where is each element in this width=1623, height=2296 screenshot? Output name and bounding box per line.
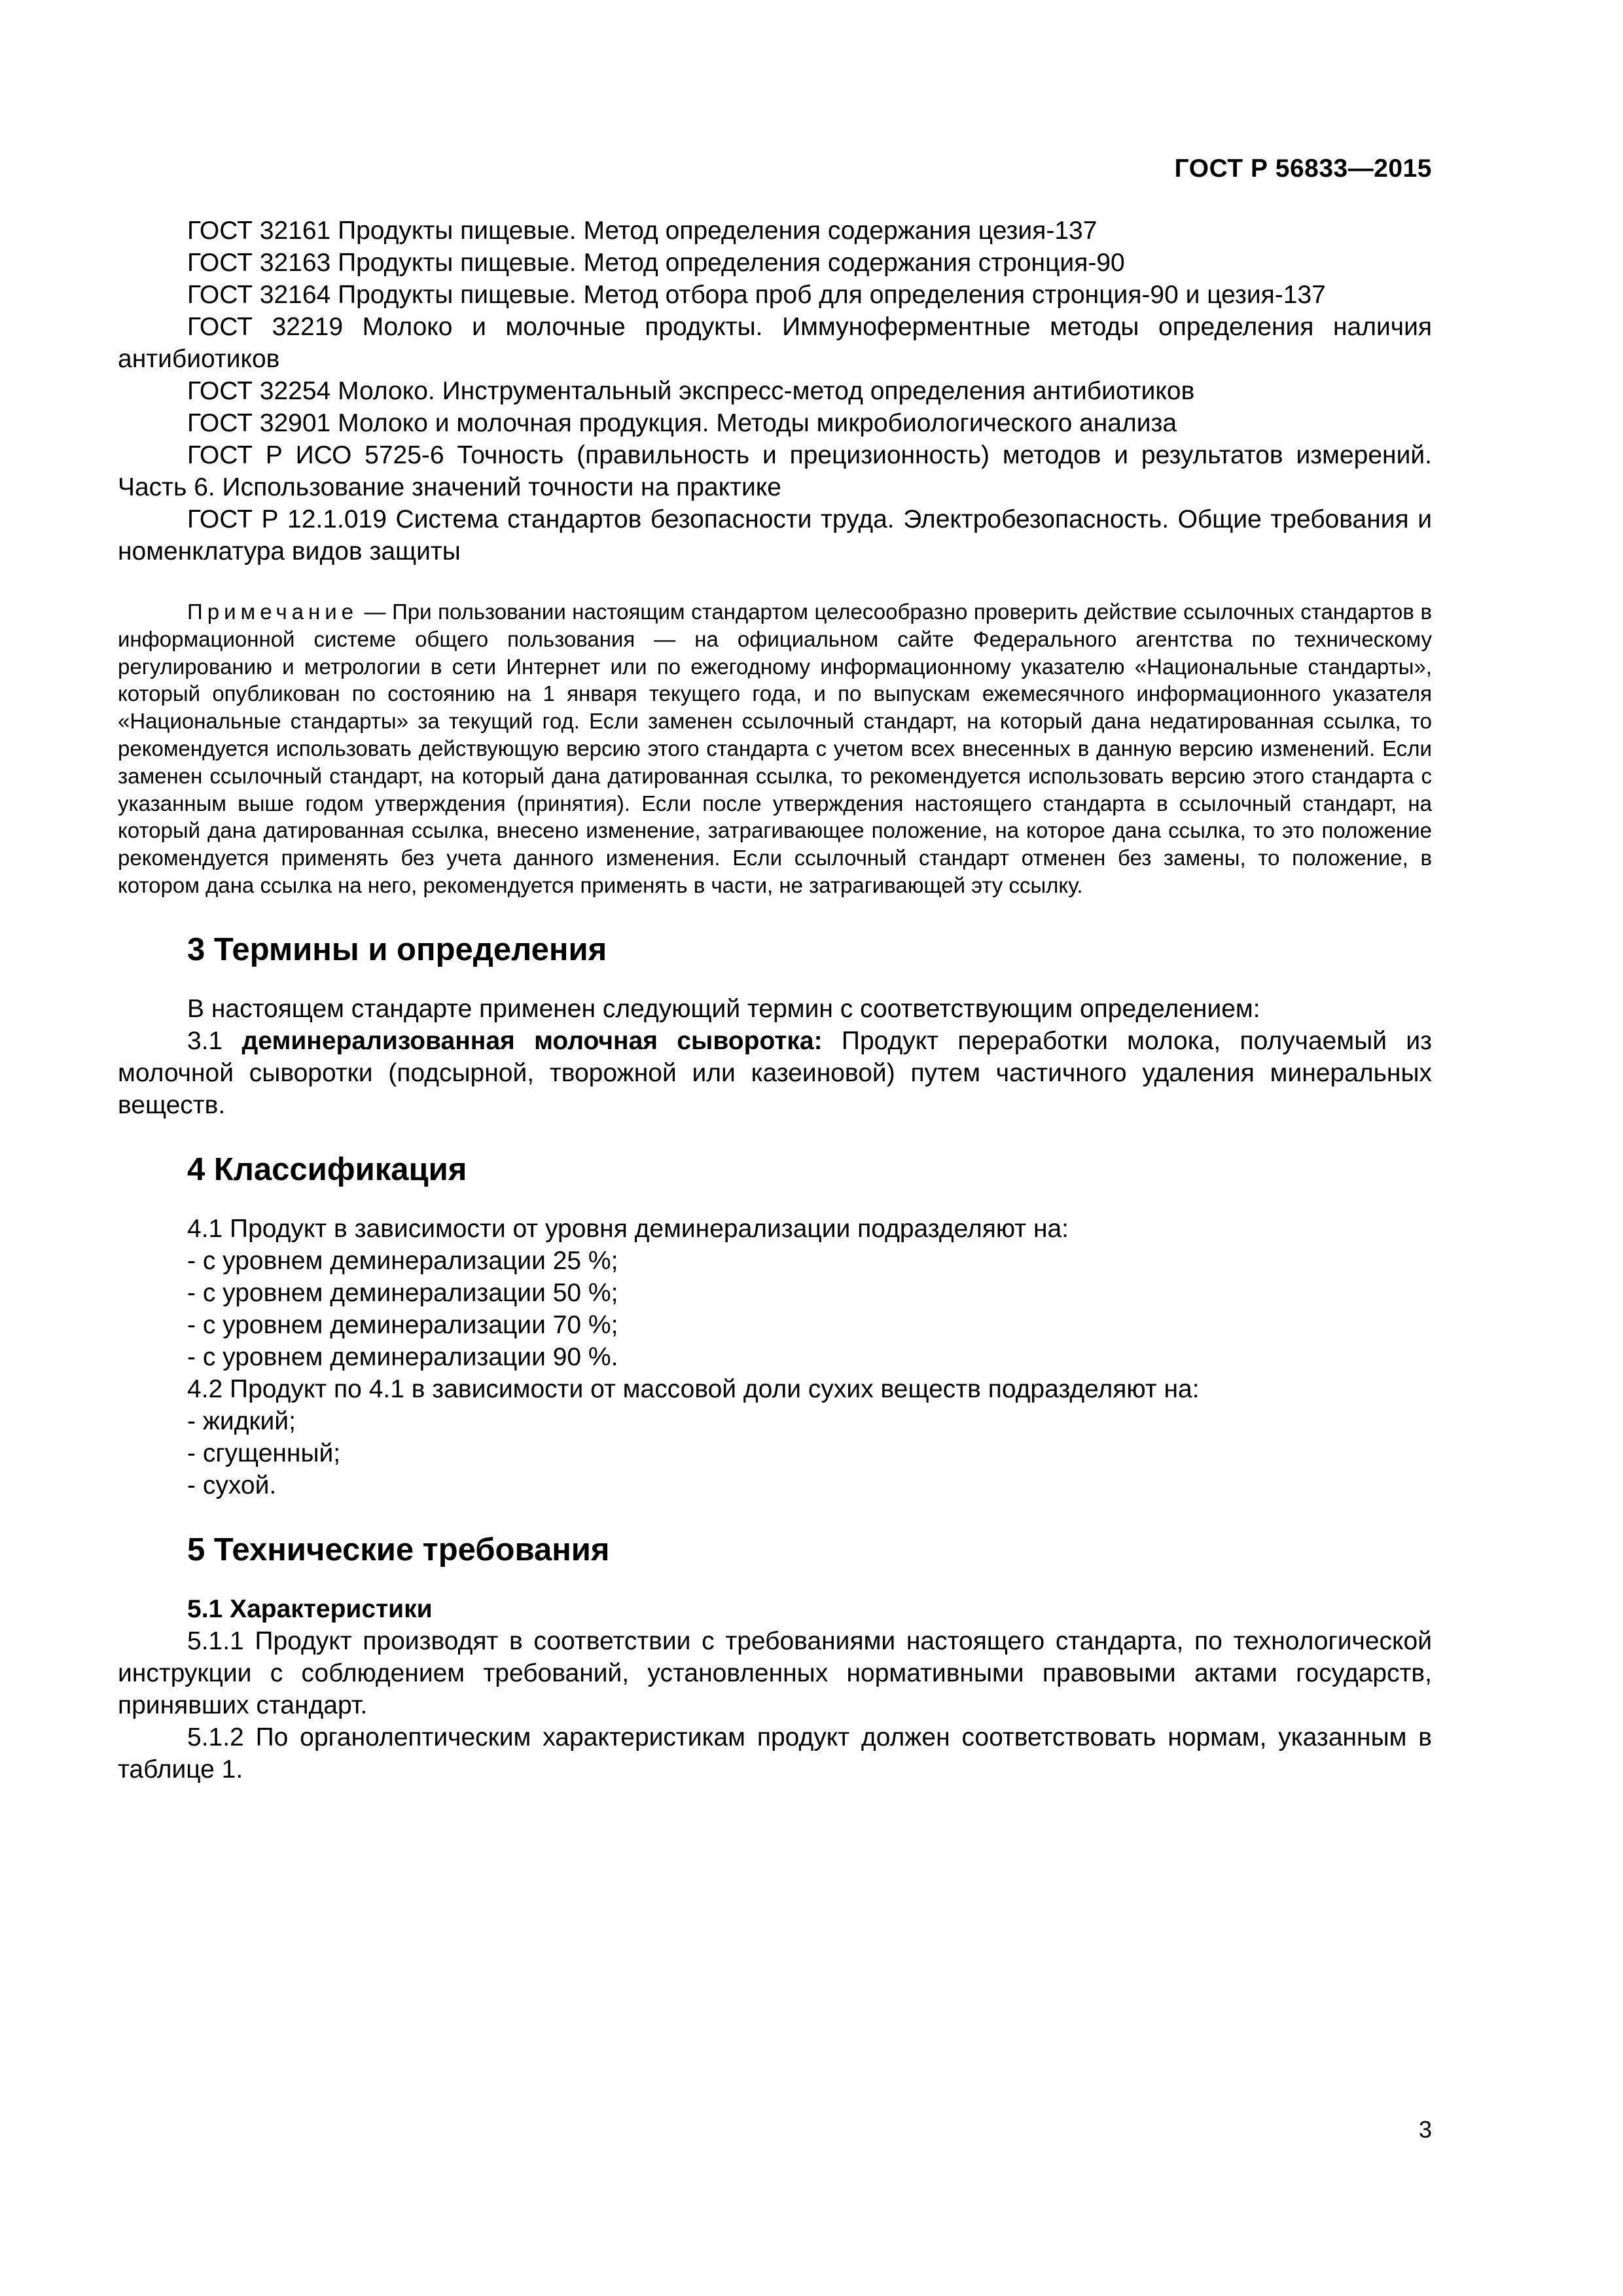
section-4-body [118, 1213, 1432, 1501]
normative-references-list [118, 215, 1432, 567]
term-name: деминерализованная молочная сыворотка: [241, 1026, 823, 1055]
term-number: 3.1 [187, 1026, 242, 1055]
section-4-heading: 4 Классификация [187, 1151, 467, 1187]
list-item: - с уровнем деминерализации 25 %; [187, 1246, 618, 1275]
note-text: — При пользовании настоящим стандартом целесообразно проверить действие ссылочных стандартов в информационной системе общего пользования — на официальном сайте Федерального агентства по техническому регулированию и метрологии в сети Интернет или по ежегодному информационному указателю «Национальные стандарты», который опубликован по состоянию на 1 января текущего года, и по выпускам ежемесячного информационного указателя «Национальные стандарты» за текущий год. Если заменен ссылочный стандарт, на который дана недатированная ссылка, то рекомендуется использовать действующую версию этого стандарта с учетом всех внесенных в данную версию изменений. Если заменен ссылочный стандарт, на который дана датированная ссылка, то рекомендуется использовать версию этого стандарта с указанным выше годом утверждения (принятия). Если после утверждения настоящего стандарта в ссылочный стандарт, на который дана датированная ссылка, внесено изменение, затрагивающее положение, на которое дана ссылка, то это положение рекомендуется применять без учета данного изменения. Если ссылочный стандарт отменен без замены, то положение, в котором дана ссылка на него, рекомендуется применять в части, не затрагивающей эту ссылку. [118, 600, 1432, 897]
clause-5-1-1: 5.1.1 Продукт производят в соответствии с требованиями настоящего стандарта, по технологической инструкции с соблюдением требований, установленных нормативными правовыми актами государств, принявших стандарт. [118, 1626, 1432, 1719]
list-item: - с уровнем деминерализации 90 %. [187, 1342, 618, 1371]
section-3-heading: 3 Термины и определения [187, 931, 607, 967]
term-definition [118, 1025, 1432, 1121]
reference-item: ГОСТ 32901 Молоко и молочная продукция. Методы микробиологического анализа [187, 409, 1177, 437]
reference-item: ГОСТ 32164 Продукты пищевые. Метод отбора проб для определения стронция-90 и цезия-137 [187, 281, 1326, 309]
term-definition-text: Продукт переработки молока, получаемый из молочной сыворотки (подсырной, творожной или казеиновой) путем частичного удаления минеральных веществ. [118, 1026, 1432, 1119]
section-5-heading: 5 Технические требования [187, 1532, 610, 1568]
list-item: - сгущенный; [187, 1439, 341, 1467]
reference-item: ГОСТ Р 12.1.019 Система стандартов безопасности труда. Электробезопасность. Общие требования и номенклатура видов защиты [118, 505, 1432, 565]
list-item: - сухой. [187, 1471, 277, 1499]
reference-item: ГОСТ Р ИСО 5725-6 Точность (правильность и прецизионность) методов и результатов измерений. Часть 6. Использование значений точности на практике [118, 441, 1432, 501]
clause-5-1-2: 5.1.2 По органолептическим характеристикам продукт должен соответствовать нормам, указанным в таблице 1. [118, 1723, 1432, 1784]
section-3-body [118, 993, 1432, 1121]
note-paragraph [118, 598, 1432, 899]
note-label: Примечание [187, 600, 359, 624]
page-content [118, 215, 1432, 1785]
list-item: - с уровнем деминерализации 70 %; [187, 1310, 618, 1339]
clause-4-1: 4.1 Продукт в зависимости от уровня деминерализации подразделяют на: [187, 1214, 1069, 1243]
section-5-body [118, 1593, 1432, 1785]
reference-item: ГОСТ 32161 Продукты пищевые. Метод определения содержания цезия-137 [187, 217, 1097, 245]
reference-item: ГОСТ 32254 Молоко. Инструментальный экспресс-метод определения антибиотиков [187, 377, 1195, 405]
list-item: - жидкий; [187, 1407, 296, 1435]
list-item: - с уровнем деминерализации 50 %; [187, 1278, 618, 1307]
page-number: 3 [1418, 2116, 1432, 2143]
section-3-intro: В настоящем стандарте применен следующий термин с соответствующим определением: [187, 994, 1260, 1023]
subsection-5-1-heading: 5.1 Характеристики [187, 1594, 433, 1623]
reference-item: ГОСТ 32163 Продукты пищевые. Метод определения содержания стронция-90 [187, 249, 1125, 277]
document-header-id: ГОСТ Р 56833—2015 [1174, 154, 1432, 183]
clause-4-2: 4.2 Продукт по 4.1 в зависимости от массовой доли сухих веществ подразделяют на: [187, 1374, 1200, 1403]
reference-item: ГОСТ 32219 Молоко и молочные продукты. Иммуноферментные методы определения наличия антибиотиков [118, 313, 1432, 373]
